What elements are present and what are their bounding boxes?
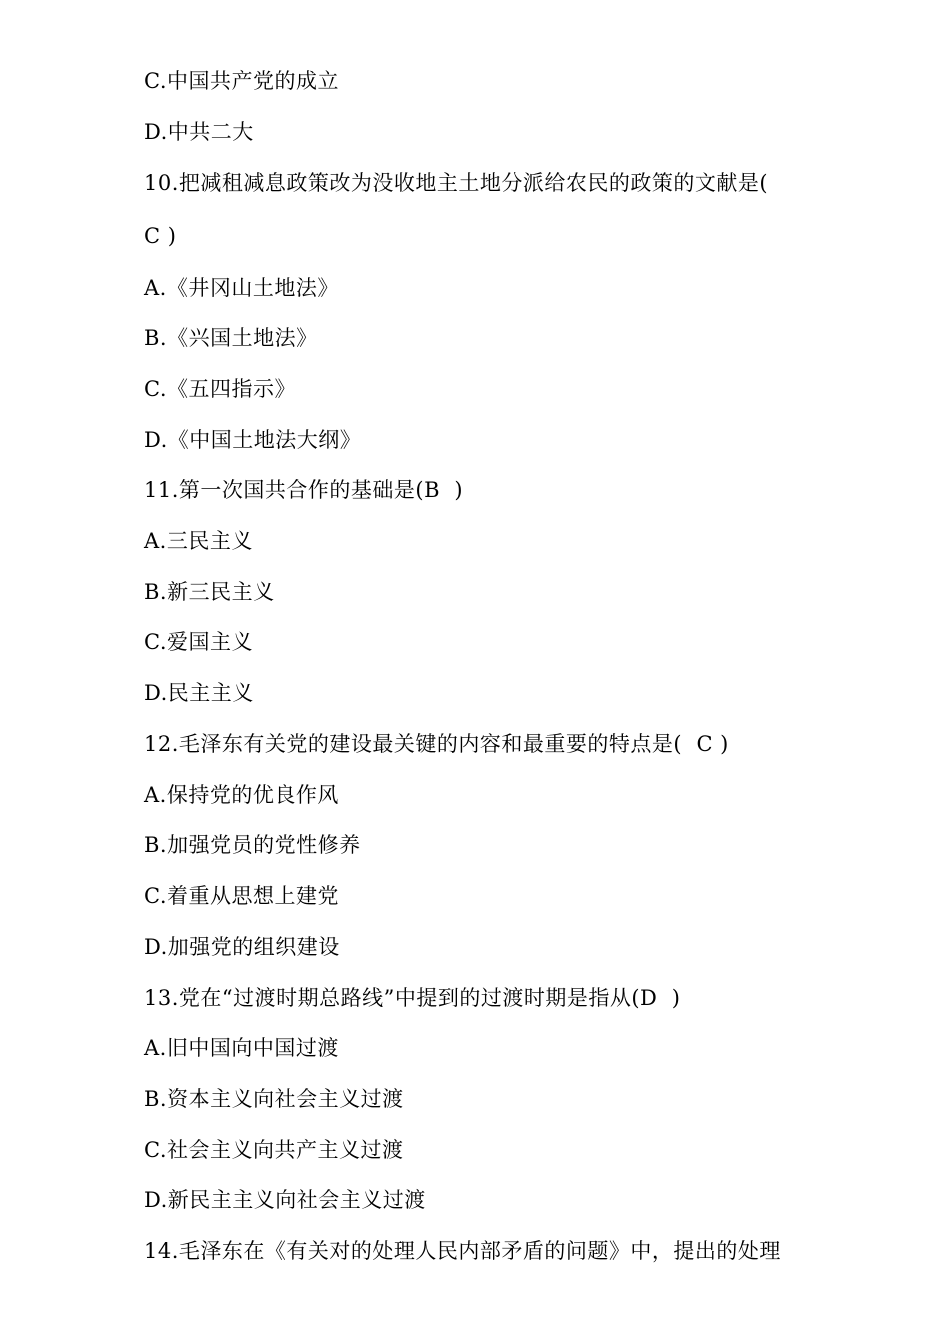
question-14: 14.毛泽东在《有关对的处理人民内部矛盾的问题》中，提出的处理 <box>144 1239 781 1263</box>
option-c-q13: C.社会主义向共产主义过渡 <box>144 1138 404 1162</box>
question-10: 10.把减租减息政策改为没收地主土地分派给农民的政策的文献是( <box>144 171 769 195</box>
question-10-answer: C ) <box>144 224 177 248</box>
question-12: 12.毛泽东有关党的建设最关键的内容和最重要的特点是( C ) <box>144 732 729 756</box>
option-c-q11: C.爱国主义 <box>144 630 253 654</box>
option-a-q12: A.保持党的优良作风 <box>144 783 339 807</box>
option-a-q11: A.三民主义 <box>144 529 253 553</box>
option-a-q10: A.《井冈山土地法》 <box>144 276 339 300</box>
option-d-q9: D.中共二大 <box>144 120 254 144</box>
option-c-q9: C.中国共产党的成立 <box>144 69 339 93</box>
option-d-q11: D.民主主义 <box>144 681 254 705</box>
option-b-q10: B.《兴国土地法》 <box>144 326 318 350</box>
option-b-q13: B.资本主义向社会主义过渡 <box>144 1087 404 1111</box>
option-c-q10: C.《五四指示》 <box>144 377 296 401</box>
option-b-q11: B.新三民主义 <box>144 580 275 604</box>
option-d-q13: D.新民主主义向社会主义过渡 <box>144 1188 426 1212</box>
option-d-q12: D.加强党的组织建设 <box>144 935 340 959</box>
question-13: 13.党在“过渡时期总路线”中提到的过渡时期是指从(D ) <box>144 986 681 1010</box>
option-a-q13: A.旧中国向中国过渡 <box>144 1036 339 1060</box>
option-c-q12: C.着重从思想上建党 <box>144 884 339 908</box>
option-d-q10: D.《中国土地法大纲》 <box>144 428 362 452</box>
option-b-q12: B.加强党员的党性修养 <box>144 833 361 857</box>
question-11: 11.第一次国共合作的基础是(B ) <box>144 478 464 502</box>
